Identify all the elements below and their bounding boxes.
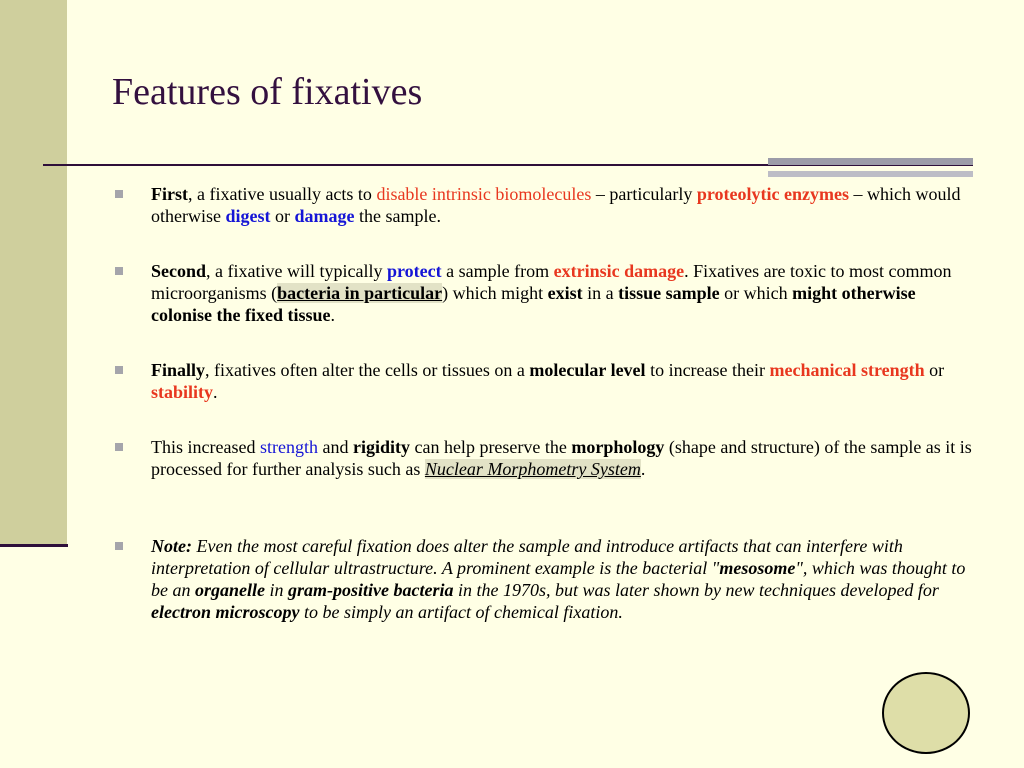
text-run: to be simply an artifact of chemical fixation.: [299, 602, 623, 622]
text-run: rigidity: [352, 437, 410, 457]
text-run: in: [265, 580, 289, 600]
square-bullet-icon: [115, 267, 123, 275]
text-run: and: [317, 437, 353, 457]
square-bullet-icon: [115, 443, 123, 451]
text-run: can help preserve the: [409, 437, 572, 457]
text-run: Finally: [151, 360, 206, 380]
text-run: or: [924, 360, 945, 380]
text-run: ) which might: [442, 283, 548, 303]
text-run: – which would otherwise: [151, 184, 961, 226]
text-run: in a: [582, 283, 619, 303]
text-run: (shape and structure) of the sample as it is processed for further analysis such as: [151, 437, 972, 479]
text-run: . Fixatives are toxic to most common microorganisms (: [151, 261, 952, 303]
bullet-item-finally: [112, 359, 974, 403]
square-bullet-icon: [115, 190, 123, 198]
text-run: mesosome: [719, 558, 796, 578]
text-run: , a fixative will typically: [206, 261, 387, 281]
bullet-text: [151, 437, 972, 479]
slide-title: Features of fixatives: [112, 71, 423, 113]
text-run: damage: [294, 206, 355, 226]
text-run: Note:: [151, 536, 192, 556]
bullet-text: [151, 261, 952, 325]
bullet-item-morphology: [112, 436, 974, 480]
text-run: .: [640, 459, 646, 479]
text-run: tissue sample: [618, 283, 720, 303]
left-decorative-band: [0, 0, 67, 545]
circle-ornament-icon: [882, 672, 970, 754]
bullet-text: [151, 184, 961, 226]
bullet-text: [151, 536, 965, 622]
text-run: , a fixative usually acts to: [187, 184, 377, 204]
text-run: protect: [386, 261, 442, 281]
text-run: exist: [547, 283, 583, 303]
text-run: or: [270, 206, 295, 226]
title-divider-accent-light: [768, 171, 973, 177]
text-run: Nuclear Morphometry System: [424, 459, 641, 479]
square-bullet-icon: [115, 542, 123, 550]
text-run: Even the most careful fixation does alter the sample and introduce artifacts that can interfere with interpretation of cellular ultrastructure. A prominent example is the bacterial ": [151, 536, 903, 578]
text-run: .: [330, 305, 335, 325]
left-band-divider: [0, 544, 68, 547]
text-run: This increased: [151, 437, 260, 457]
text-run: First: [151, 184, 188, 204]
bullet-list: [112, 183, 974, 656]
text-run: .: [213, 382, 218, 402]
text-run: electron microscopy: [151, 602, 300, 622]
text-run: , fixatives often alter the cells or tissues on a: [205, 360, 530, 380]
bullet-item-second: [112, 260, 974, 326]
text-run: – particularly: [591, 184, 697, 204]
text-run: organelle: [195, 580, 265, 600]
text-run: proteolytic enzymes: [696, 184, 849, 204]
text-run: digest: [225, 206, 271, 226]
text-run: morphology: [571, 437, 665, 457]
text-run: in the 1970s, but was later shown by new techniques developed for: [453, 580, 939, 600]
text-run: stability: [151, 382, 214, 402]
text-run: or which: [719, 283, 793, 303]
bullet-item-note: [112, 535, 974, 623]
bullet-item-first: [112, 183, 974, 227]
text-run: gram-positive bacteria: [288, 580, 454, 600]
text-run: mechanical strength: [769, 360, 925, 380]
square-bullet-icon: [115, 366, 123, 374]
text-run: might otherwise colonise the fixed tissue: [151, 283, 916, 325]
bullet-text: [151, 360, 944, 402]
text-run: disable intrinsic biomolecules: [376, 184, 592, 204]
text-run: molecular level: [529, 360, 646, 380]
text-run: ", which was thought to be an: [151, 558, 966, 600]
title-divider-accent: [768, 158, 973, 165]
text-run: the sample.: [354, 206, 441, 226]
text-run: extrinsic damage: [553, 261, 685, 281]
text-run: strength: [259, 437, 318, 457]
text-run: Second: [151, 261, 207, 281]
text-run: to increase their: [645, 360, 770, 380]
text-run: bacteria in particular: [277, 283, 443, 303]
text-run: a sample from: [441, 261, 554, 281]
